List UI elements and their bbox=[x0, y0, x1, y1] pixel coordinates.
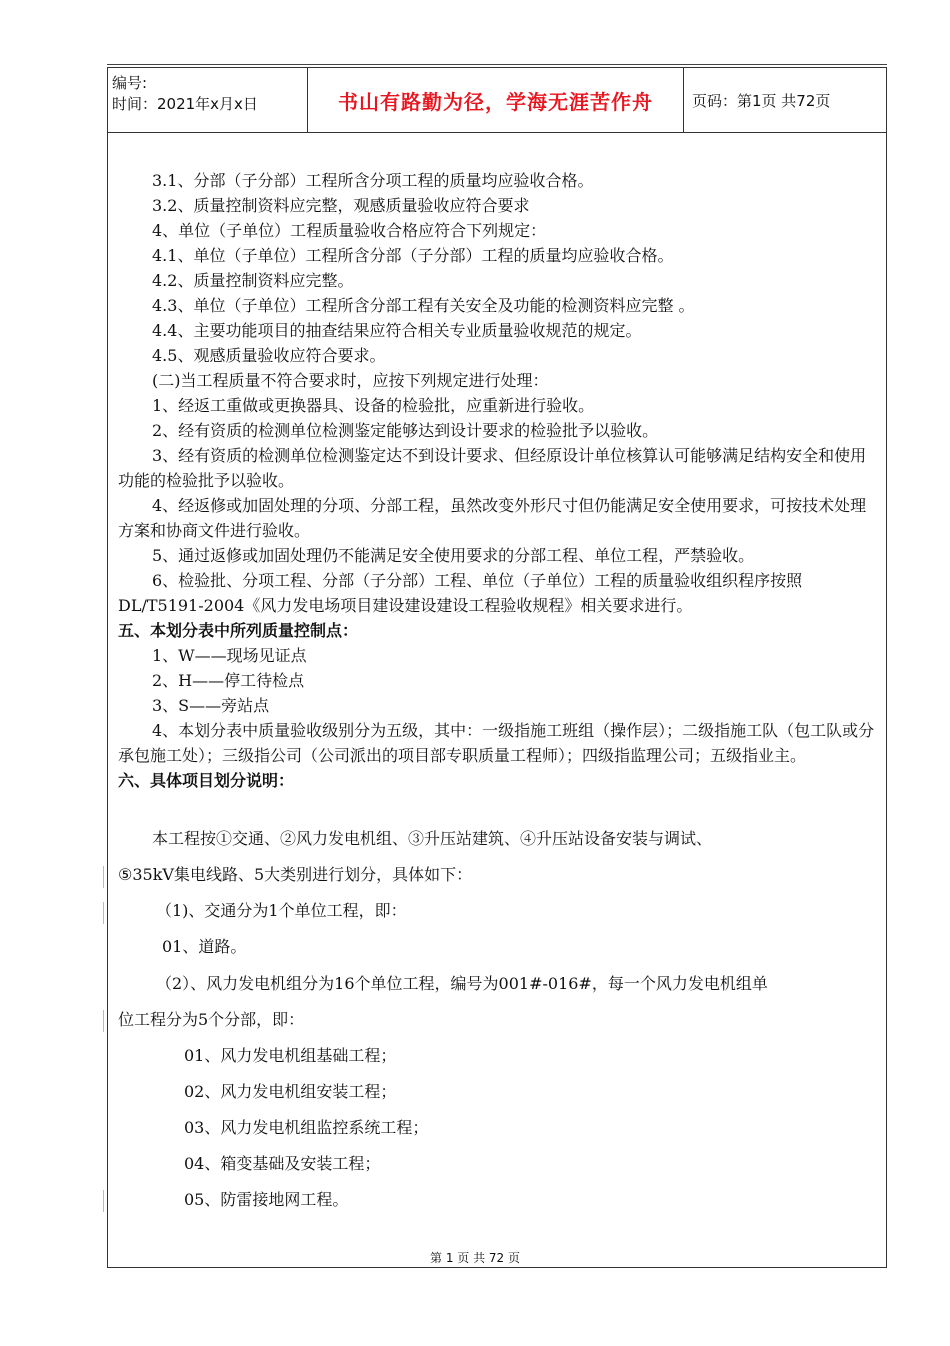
section-5-title: 五、本划分表中所列质量控制点： bbox=[118, 621, 359, 640]
section-6-intro-line: 本工程按①交通、②风力发电机组、③升压站建筑、④升压站设备安装与调试、 bbox=[152, 829, 713, 848]
margin-mark bbox=[103, 902, 104, 924]
paragraph-5: 5、通过返修或加固处理仍不能满足安全使用要求的分部工程、单位工程，严禁验收。 bbox=[152, 546, 755, 565]
section-5-paragraph: 4、本划分表中质量验收级别分为五级，其中：一级指施工班组（操作层）；二级指施工队（包工队或分承包施工处）；三级指公司（公司派出的项目部专职质量工程师）；四级指监理公司；五级指业主。 bbox=[118, 721, 875, 765]
body-line: 4.4、主要功能项目的抽查结果应符合相关专业质量验收规范的规定。 bbox=[152, 321, 642, 340]
paragraph-4: 4、经返修或加固处理的分项、分部工程，虽然改变外形尺寸但仍能满足安全使用要求，可按技术处理方案和协商文件进行验收。 bbox=[118, 496, 867, 540]
body-line: 1、经返工重做或更换器具、设备的检验批，应重新进行验收。 bbox=[152, 396, 595, 415]
page-label: 页码：第1页 共72页 bbox=[692, 91, 831, 110]
item-1-sub: 01、道路。 bbox=[162, 937, 247, 956]
number-label: 编号: bbox=[112, 74, 148, 92]
body-line: 4.5、观感质量验收应符合要求。 bbox=[152, 346, 386, 365]
page-footer: 第 1 页 共 72 页 bbox=[430, 1251, 520, 1265]
item-2-line: 位工程分为5个分部，即： bbox=[118, 1010, 305, 1029]
date-label: 时间：2021年x月x日 bbox=[112, 95, 258, 113]
body-line: 4.2、质量控制资料应完整。 bbox=[152, 271, 354, 290]
header-meta-cell bbox=[108, 68, 308, 132]
body-line: 2、经有资质的检测单位检测鉴定能够达到设计要求的检验批予以验收。 bbox=[152, 421, 659, 440]
body-line: 4.1、单位（子单位）工程所含分部（子分部）工程的质量均应验收合格。 bbox=[152, 246, 674, 265]
section-6-intro-line: ⑤35kV集电线路、5大类别进行划分，具体如下： bbox=[118, 865, 473, 884]
document-body bbox=[118, 168, 880, 793]
body-line: 4.3、单位（子单位）工程所含分部工程有关安全及功能的检测资料应完整 。 bbox=[152, 296, 695, 315]
control-point-item: 3、S——旁站点 bbox=[152, 696, 270, 715]
header-table bbox=[107, 67, 887, 133]
item-2-sub: 05、防雷接地网工程。 bbox=[184, 1190, 349, 1209]
item-2-sub: 04、箱变基础及安装工程； bbox=[184, 1154, 381, 1173]
item-2-sub: 01、风力发电机组基础工程； bbox=[184, 1046, 397, 1065]
control-point-item: 2、H——停工待检点 bbox=[152, 671, 305, 690]
paragraph-3: 3、经有资质的检测单位检测鉴定达不到设计要求、但经原设计单位核算认可能够满足结构安全和使用功能的检验批予以验收。 bbox=[118, 446, 867, 490]
body-line: (二)当工程质量不符合要求时，应按下列规定进行处理： bbox=[152, 371, 549, 390]
body-line: 3.1、分部（子分部）工程所含分项工程的质量均应验收合格。 bbox=[152, 171, 594, 190]
item-2-sub: 02、风力发电机组安装工程； bbox=[184, 1082, 397, 1101]
header-top-rule bbox=[107, 64, 887, 65]
body-line: 3.2、质量控制资料应完整，观感质量验收应符合要求 bbox=[152, 196, 530, 215]
paragraph-6: 6、检验批、分项工程、分部（子分部）工程、单位（子单位）工程的质量验收组织程序按照DL/T5191-2004《风力发电场项目建设建设建设工程验收规程》相关要求进行。 bbox=[118, 571, 803, 615]
motto: 书山有路勤为径，学海无涯苦作舟 bbox=[308, 68, 684, 132]
item-2-line: （2）、风力发电机组分为16个单位工程，编号为001#-016#，每一个风力发电机组单 bbox=[156, 974, 768, 993]
item-1: （1)、交通分为1个单位工程，即： bbox=[156, 901, 407, 920]
margin-mark bbox=[103, 1190, 104, 1212]
section-6-title: 六、具体项目划分说明： bbox=[118, 771, 295, 790]
item-2-sub: 03、风力发电机组监控系统工程； bbox=[184, 1118, 429, 1137]
margin-mark bbox=[103, 866, 104, 888]
margin-mark bbox=[103, 1010, 104, 1032]
control-point-item: 1、W——现场见证点 bbox=[152, 646, 307, 665]
body-line: 4、单位（子单位）工程质量验收合格应符合下列规定： bbox=[152, 221, 547, 240]
